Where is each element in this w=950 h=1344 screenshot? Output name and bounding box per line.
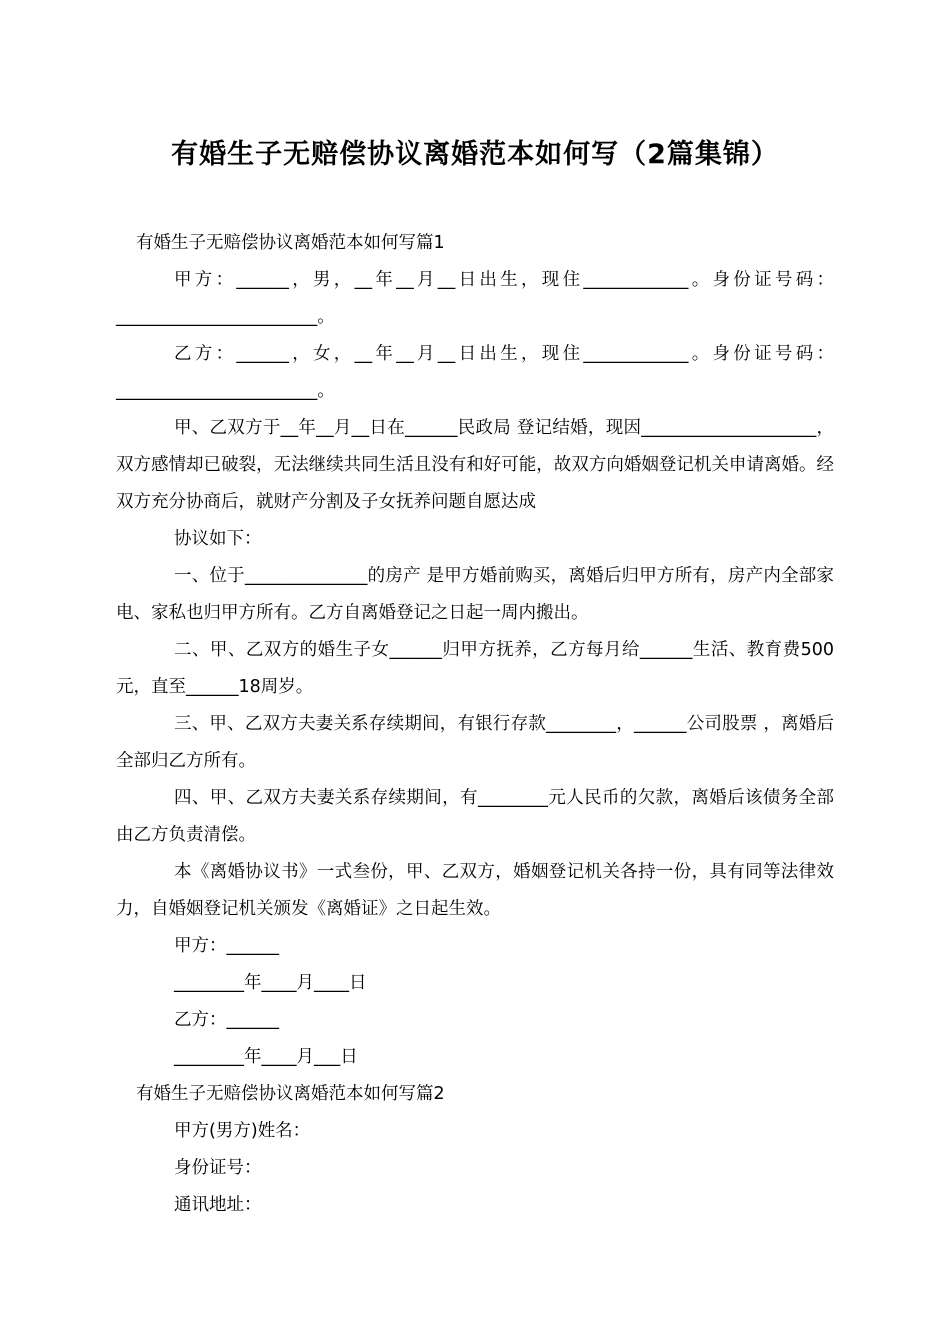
agreement-intro: 协议如下： [174, 529, 262, 549]
marriage-statement: 甲、乙双方于__年__月__日在______民政局 登记结婚，现因____________________，双方感情却已破裂，无法继续共同生活且没有和好可能，故双方向婚姻登记机关申请离婚。经双方充分协商后，就财产分割及子女抚养问题自愿达成 [116, 418, 834, 512]
document-title: 有婚生子无赔偿协议离婚范本如何写（2篇集锦） [171, 139, 779, 170]
party-a-date: ________年____月____日 [174, 973, 367, 993]
party-b-date: ________年____月___日 [174, 1047, 358, 1067]
document-body [116, 225, 834, 1224]
clause-2: 二、甲、乙双方的婚生子女______归甲方抚养，乙方每月给______生活、教育费500元，直至______18周岁。 [116, 640, 834, 697]
validity-clause: 本《离婚协议书》一式叁份，甲、乙双方，婚姻登记机关各持一份，具有同等法律效力，自婚姻登记机关颁发《离婚证》之日起生效。 [116, 862, 834, 919]
party-a-signature: 甲方：______ [174, 936, 279, 956]
clause-3: 三、甲、乙双方夫妻关系存续期间，有银行存款________，______公司股票 ，离婚后全部归乙方所有。 [116, 714, 834, 771]
party-a-name-field: 甲方(男方)姓名： [174, 1121, 311, 1141]
section-heading-1: 有婚生子无赔偿协议离婚范本如何写篇1 [136, 233, 445, 253]
party-a-info: 甲方：______，男，__年__月__日出生，现住____________。身份证号码：_______________________。 [116, 270, 834, 327]
party-b-info: 乙方：______，女，__年__月__日出生，现住____________。身份证号码：_______________________。 [116, 344, 834, 401]
address-field: 通讯地址： [174, 1195, 262, 1215]
clause-1: 一、位于______________的房产 是甲方婚前购买，离婚后归甲方所有，房产内全部家电、家私也归甲方所有。乙方自离婚登记之日起一周内搬出。 [116, 566, 834, 623]
id-number-field: 身份证号： [174, 1158, 262, 1178]
party-b-signature: 乙方：______ [174, 1010, 279, 1030]
clause-4: 四、甲、乙双方夫妻关系存续期间，有________元人民币的欠款，离婚后该债务全部由乙方负责清偿。 [116, 788, 834, 845]
section-heading-2: 有婚生子无赔偿协议离婚范本如何写篇2 [136, 1084, 445, 1104]
